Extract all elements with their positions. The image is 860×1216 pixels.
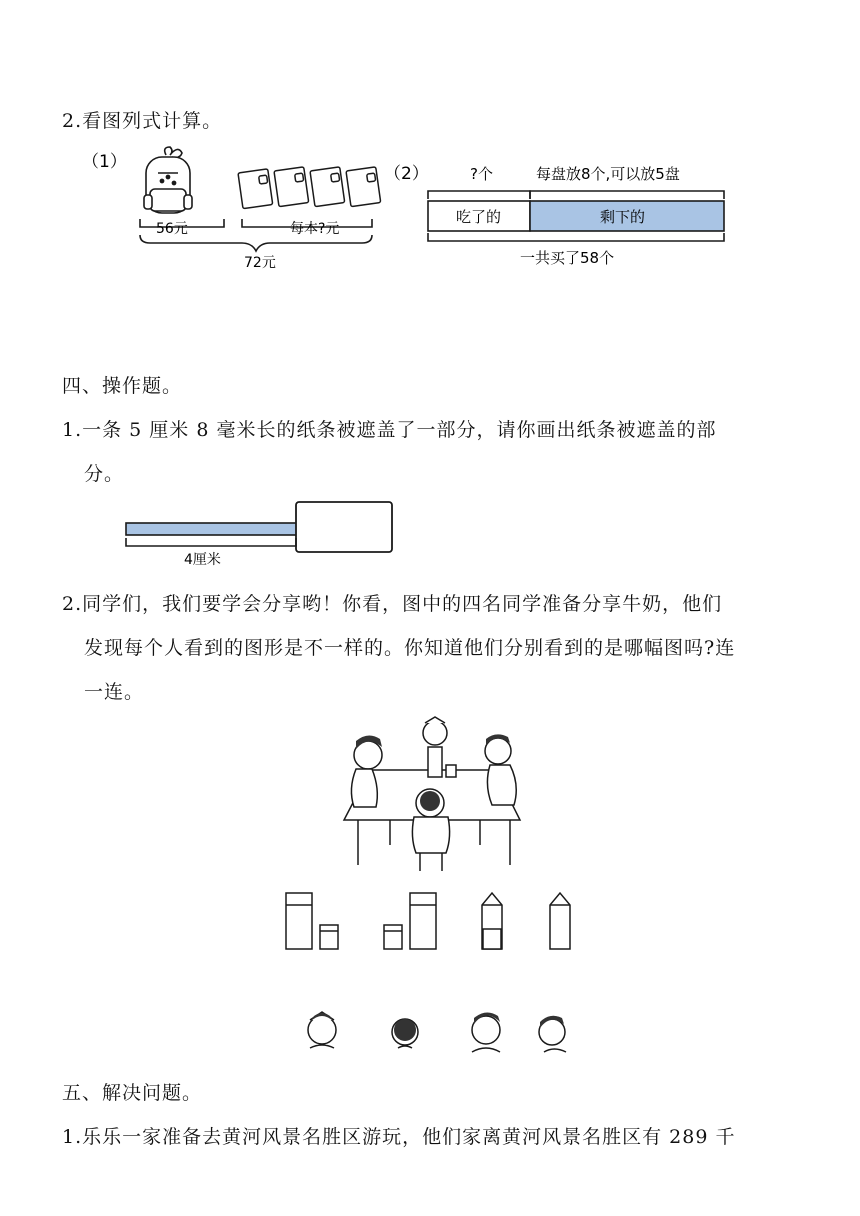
milk-views-row xyxy=(280,885,580,955)
paper-strip-figure xyxy=(120,498,400,570)
girl-head-icon xyxy=(308,1012,336,1048)
student-heads-row xyxy=(300,1008,580,1058)
notebook-icon xyxy=(238,167,381,209)
paper-strip xyxy=(126,523,298,535)
strip-length-label: 4厘米 xyxy=(184,552,221,568)
question-4-2-line2: 发现每个人看到的图形是不一样的。你知道他们分别看到的是哪幅图吗?连 xyxy=(84,637,736,659)
question-4-1-line1: 1.一条 5 厘米 8 毫米长的纸条被遮盖了一部分，请你画出纸条被遮盖的部 xyxy=(62,419,717,441)
front-boy-head-icon xyxy=(472,1016,500,1052)
figure-1-backpack-books xyxy=(82,145,382,275)
view-4 xyxy=(550,893,570,949)
eaten-label: 吃了的 xyxy=(456,208,502,226)
section-4-title: 四、操作题。 xyxy=(62,375,183,397)
total-count-label: 一共买了58个 xyxy=(520,249,615,267)
view-2 xyxy=(384,893,436,949)
figure-2-number: （2） xyxy=(384,164,429,184)
figure-2-bar-diagram xyxy=(384,155,734,275)
figure-1-number: （1） xyxy=(82,152,127,172)
question-3-2: 2.看图列式计算。 xyxy=(62,110,223,132)
backpack-price: 56元 xyxy=(156,221,188,237)
eaten-count-label: ?个 xyxy=(470,165,493,183)
question-4-2-line3: 一连。 xyxy=(84,681,145,703)
view-3 xyxy=(482,893,502,949)
question-4-2-line1: 2.同学们，我们要学会分享哟！你看，图中的四名同学准备分享牛奶，他们 xyxy=(62,593,723,615)
question-5-1-line1: 1.乐乐一家准备去黄河风景名胜区游玩，他们家离黄河风景名胜区有 289 千 xyxy=(62,1126,736,1148)
notebook-price: 每本?元 xyxy=(290,221,340,237)
backpack-icon xyxy=(144,147,192,213)
students-table-illustration xyxy=(330,715,530,875)
question-4-1-line2: 分。 xyxy=(84,463,125,485)
plates-label: 每盘放8个,可以放5盘 xyxy=(536,165,680,183)
section-5-title: 五、解决问题。 xyxy=(62,1082,203,1104)
cover-block xyxy=(296,502,392,552)
view-1 xyxy=(286,893,338,949)
remaining-label: 剩下的 xyxy=(600,208,646,226)
total-price: 72元 xyxy=(244,255,276,271)
